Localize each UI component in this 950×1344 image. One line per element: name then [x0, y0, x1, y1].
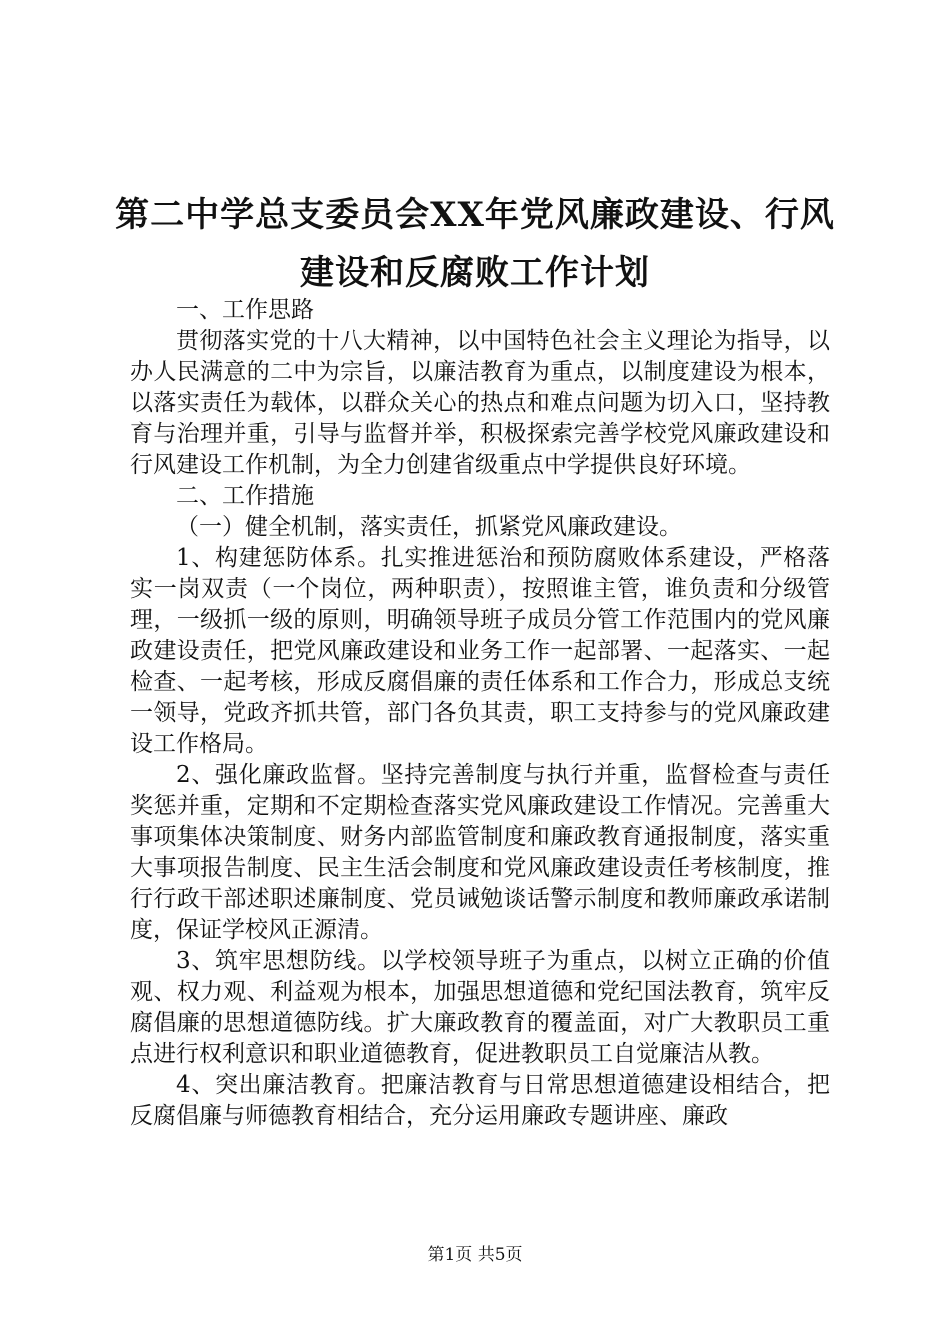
- document-title: 第二中学总支委员会XX年党风廉政建设、行风建设和反腐败工作计划: [115, 195, 835, 293]
- paragraph: 2、强化廉政监督。坚持完善制度与执行并重，监督检查与责任奖惩并重，定期和不定期检查落实党风廉政建设工作情况。完善重大事项集体决策制度、财务内部监管制度和廉政教育通报制度，落实重大事项报告制度、民主生活会制度和党风廉政建设责任考核制度，推行行政干部述职述廉制度、党员诫勉谈话警示制度和教师廉政承诺制度，保证学校风正源清。: [130, 762, 830, 943]
- section-heading: 二、工作措施: [176, 483, 314, 509]
- subsection-heading: （一）健全机制，落实责任，抓紧党风廉政建设。: [176, 514, 682, 540]
- section-heading: 一、工作思路: [176, 297, 314, 323]
- paragraph: 4、突出廉洁教育。把廉洁教育与日常思想道德建设相结合，把反腐倡廉与师德教育相结合，充分运用廉政专题讲座、廉政: [130, 1072, 830, 1129]
- page-footer: 第1页 共5页: [427, 1245, 523, 1265]
- paragraph: 贯彻落实党的十八大精神，以中国特色社会主义理论为指导，以办人民满意的二中为宗旨，以廉洁教育为重点，以制度建设为根本，以落实责任为载体，以群众关心的热点和难点问题为切入口，坚持教育与治理并重，引导与监督并举，积极探索完善学校党风廉政建设和行风建设工作机制，为全力创建省级重点中学提供良好环境。: [130, 328, 830, 478]
- document-body: [130, 295, 830, 1132]
- paragraph: 1、构建惩防体系。扎实推进惩治和预防腐败体系建设，严格落实一岗双责（一个岗位，两种职责），按照谁主管，谁负责和分级管理，一级抓一级的原则，明确领导班子成员分管工作范围内的党风廉政建设责任，把党风廉政建设和业务工作一起部署、一起落实、一起检查、一起考核，形成反腐倡廉的责任体系和工作合力，形成总支统一领导，党政齐抓共管，部门各负其责，职工支持参与的党风廉政建设工作格局。: [130, 545, 830, 757]
- paragraph: 3、筑牢思想防线。以学校领导班子为重点，以树立正确的价值观、权力观、利益观为根本，加强思想道德和党纪国法教育，筑牢反腐倡廉的思想道德防线。扩大廉政教育的覆盖面，对广大教职员工重点进行权利意识和职业道德教育，促进教职员工自觉廉洁从教。: [130, 948, 830, 1067]
